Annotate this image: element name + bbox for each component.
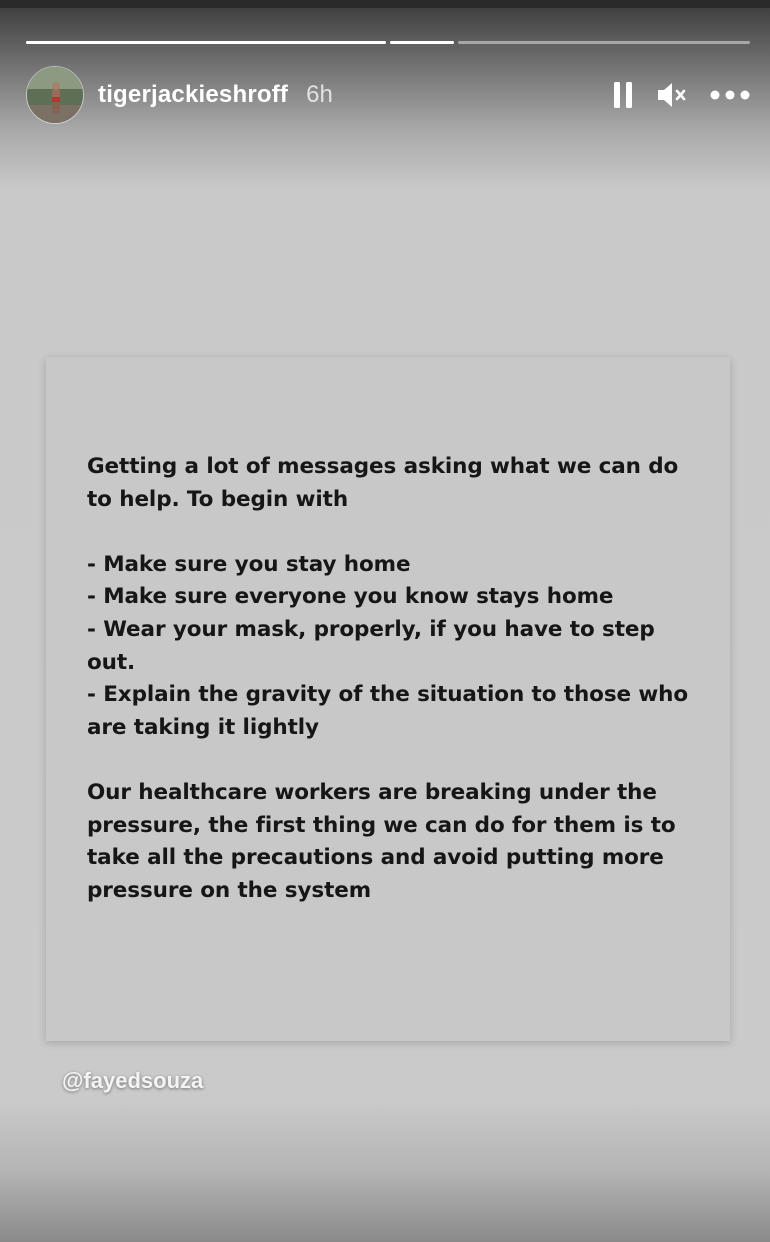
list-item: - Explain the gravity of the situation to those who are taking it lightly <box>87 682 689 740</box>
story-controls <box>612 80 750 110</box>
progress-segment-2 <box>390 41 454 44</box>
list-item: - Make sure you stay home <box>87 551 411 577</box>
more-options-icon <box>710 89 750 101</box>
mention-sticker[interactable]: @fayedsouza <box>62 1068 204 1093</box>
paragraph-gap <box>87 516 697 549</box>
progress-fill-1 <box>26 41 386 44</box>
progress-segment-3 <box>458 41 750 44</box>
speaker-muted-icon <box>656 80 688 110</box>
story-username[interactable]: tigerjackieshroff <box>98 81 289 108</box>
pause-button[interactable] <box>612 81 634 109</box>
top-frame <box>0 0 770 8</box>
story-progress <box>26 41 750 44</box>
mute-button[interactable] <box>656 80 688 110</box>
list-item: - Make sure everyone you know stays home <box>87 584 614 610</box>
progress-fill-2 <box>390 41 454 44</box>
post-intro: Getting a lot of messages asking what we can do to help. To begin with <box>87 454 679 512</box>
avatar-image <box>27 67 84 124</box>
avatar[interactable] <box>26 66 84 124</box>
story-header <box>26 66 750 124</box>
pause-icon <box>612 81 634 109</box>
paragraph-gap <box>87 744 697 777</box>
shared-post-card[interactable] <box>46 357 730 1041</box>
story-timestamp: 6h <box>306 81 333 108</box>
post-closing: Our healthcare workers are breaking under the pressure, the first thing we can do for them is to take all the precautions and avoid putting more pressure on the system <box>87 779 676 903</box>
list-item: - Wear your mask, properly, if you have to step out. <box>87 616 655 675</box>
post-text <box>87 451 697 907</box>
more-options-button[interactable] <box>710 89 750 101</box>
progress-segment-1 <box>26 41 386 44</box>
